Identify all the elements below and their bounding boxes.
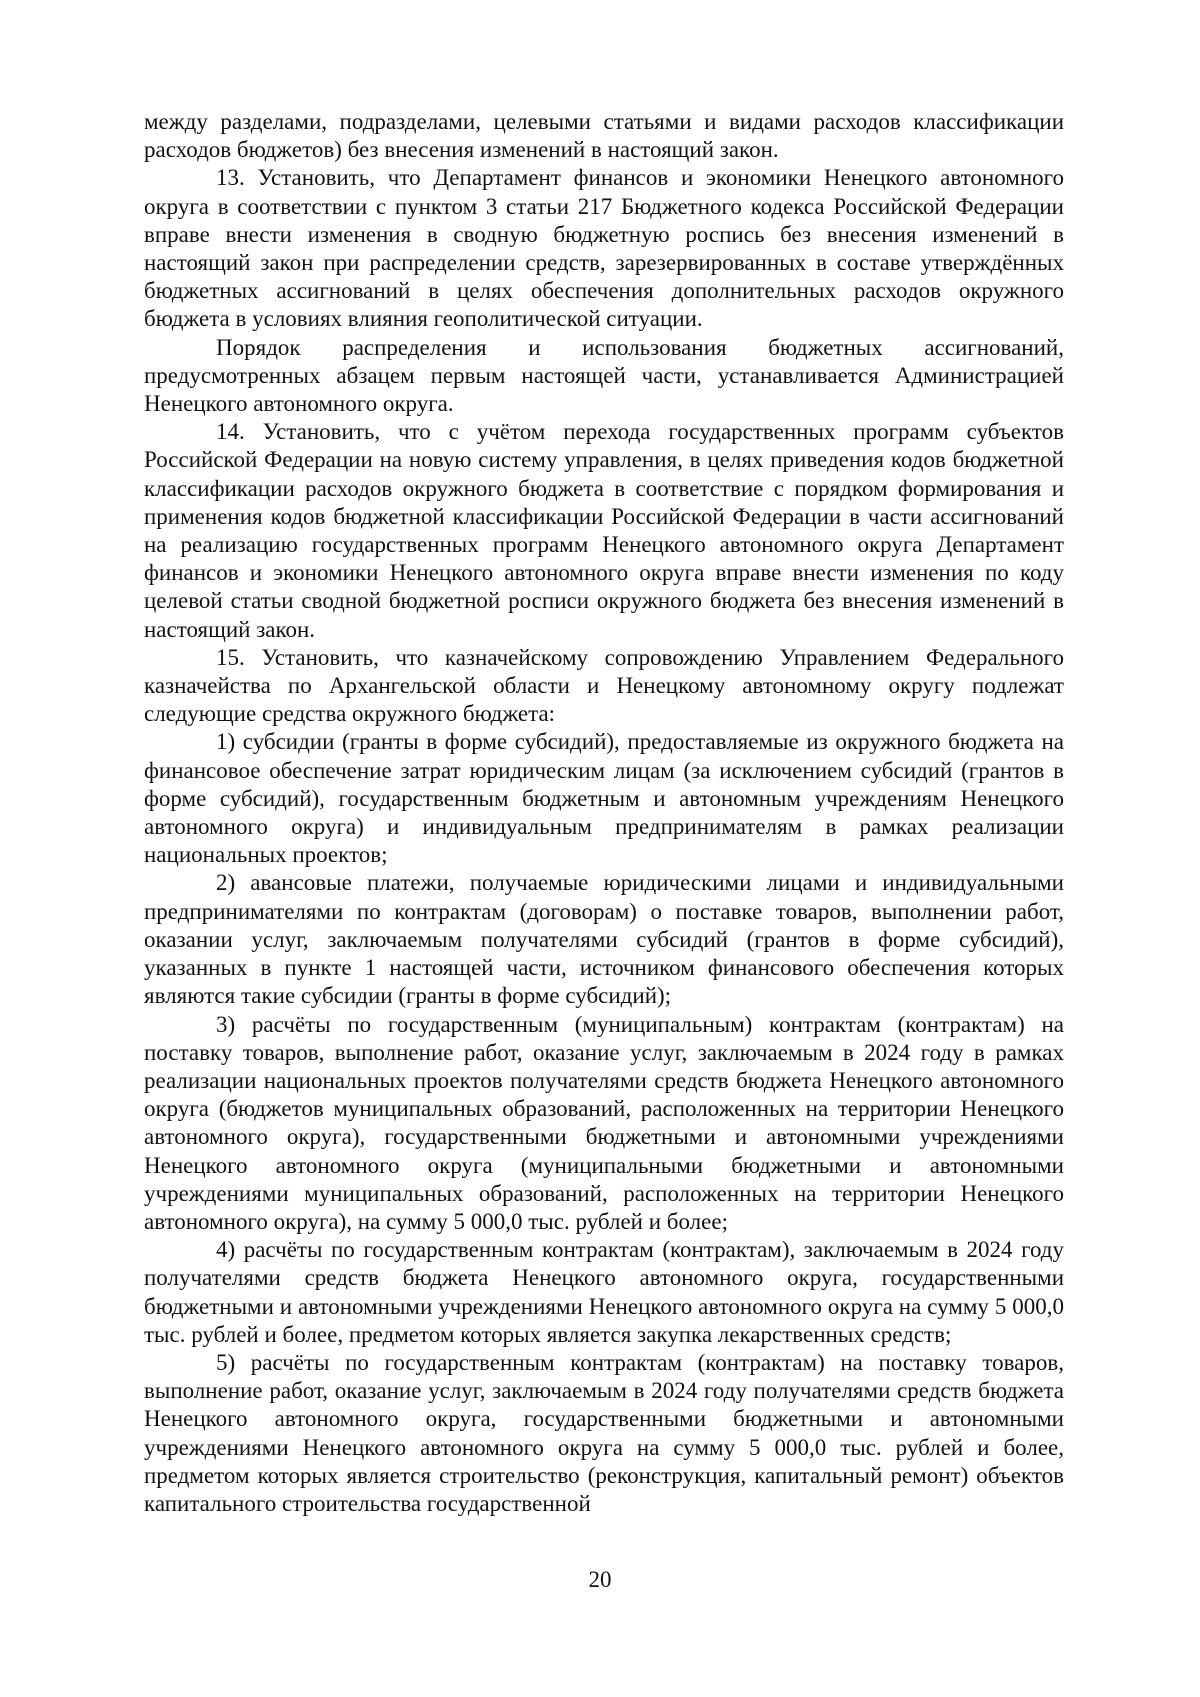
paragraph-subitem-1: 1) субсидии (гранты в форме субсидий), предоставляемые из окружного бюджета на финансовое обеспечение затрат юридическим лицам (за исключением субсидий (грантов в форме субсидий), государственным бюджетным и автономным учреждениям Ненецкого автономного округа) и индивидуальным предпринимателям в рамках реализации национальных проектов; [144, 729, 1064, 868]
document-body [144, 108, 1064, 1518]
paragraph-subitem-2: 2) авансовые платежи, получаемые юридическими лицами и индивидуальными предпринимателями по контрактам (договорам) о поставке товаров, выполнении работ, оказании услуг, заключаемым получателями субсидий (грантов в форме субсидий), указанных в пункте 1 настоящей части, источником финансового обеспечения которых являются такие субсидии (гранты в форме субсидий); [144, 870, 1064, 1009]
paragraph-item-15: 15. Установить, что казначейскому сопровождению Управлением Федерального казначейства по Архангельской области и Ненецкому автономному округу подлежат следующие средства окружного бюджета: [144, 644, 1064, 727]
paragraph-item-13-procedure: Порядок распределения и использования бюджетных ассигнований, предусмотренных абзацем первым настоящей части, устанавливается Администрацией Ненецкого автономного округа. [144, 334, 1064, 417]
paragraph-subitem-5: 5) расчёты по государственным контрактам (контрактам) на поставку товаров, выполнение работ, оказание услуг, заключаемым в 2024 году получателями средств бюджета Ненецкого автономного округа, государственными бюджетными и автономными учреждениями Ненецкого автономного округа на сумму 5 000,0 тыс. рублей и более, предметом которых является строительство (реконструкция, капитальный ремонт) объектов капитального строительства государственной [144, 1349, 1064, 1516]
page-number: 20 [588, 1567, 612, 1592]
paragraph-item-14: 14. Установить, что с учётом перехода государственных программ субъектов Российской Федерации на новую систему управления, в целях приведения кодов бюджетной классификации расходов окружного бюджета в соответствие с порядком формирования и применения кодов бюджетной классификации Российской Федерации в части ассигнований на реализацию государственных программ Ненецкого автономного округа Департамент финансов и экономики Ненецкого автономного округа вправе внести изменения по коду целевой статьи сводной бюджетной росписи окружного бюджета без внесения изменений в настоящий закон. [144, 419, 1064, 642]
paragraph-subitem-4: 4) расчёты по государственным контрактам (контрактам), заключаемым в 2024 году получателями средств бюджета Ненецкого автономного округа, государственными бюджетными и автономными учреждениями Ненецкого автономного округа на сумму 5 000,0 тыс. рублей и более, предметом которых является закупка лекарственных средств; [144, 1237, 1064, 1347]
paragraph-item-13: 13. Установить, что Департамент финансов и экономики Ненецкого автономного округа в соответствии с пунктом 3 статьи 217 Бюджетного кодекса Российской Федерации вправе внести изменения в сводную бюджетную роспись без внесения изменений в настоящий закон при распределении средств, зарезервированных в составе утверждённых бюджетных ассигнований в целях обеспечения дополнительных расходов окружного бюджета в условиях влияния геополитической ситуации. [144, 165, 1064, 332]
paragraph-subitem-3: 3) расчёты по государственным (муниципальным) контрактам (контрактам) на поставку товаров, выполнение работ, оказание услуг, заключаемым в 2024 году в рамках реализации национальных проектов получателями средств бюджета Ненецкого автономного округа (бюджетов муниципальных образований, расположенных на территории Ненецкого автономного округа), государственными бюджетными и автономными учреждениями Ненецкого автономного округа (муниципальными бюджетными и автономными учреждениями муниципальных образований, расположенных на территории Ненецкого автономного округа), на сумму 5 000,0 тыс. рублей и более; [144, 1011, 1064, 1234]
paragraph-continuation: между разделами, подразделами, целевыми статьями и видами расходов классификации расходов бюджетов) без внесения изменений в настоящий закон. [144, 109, 1064, 163]
